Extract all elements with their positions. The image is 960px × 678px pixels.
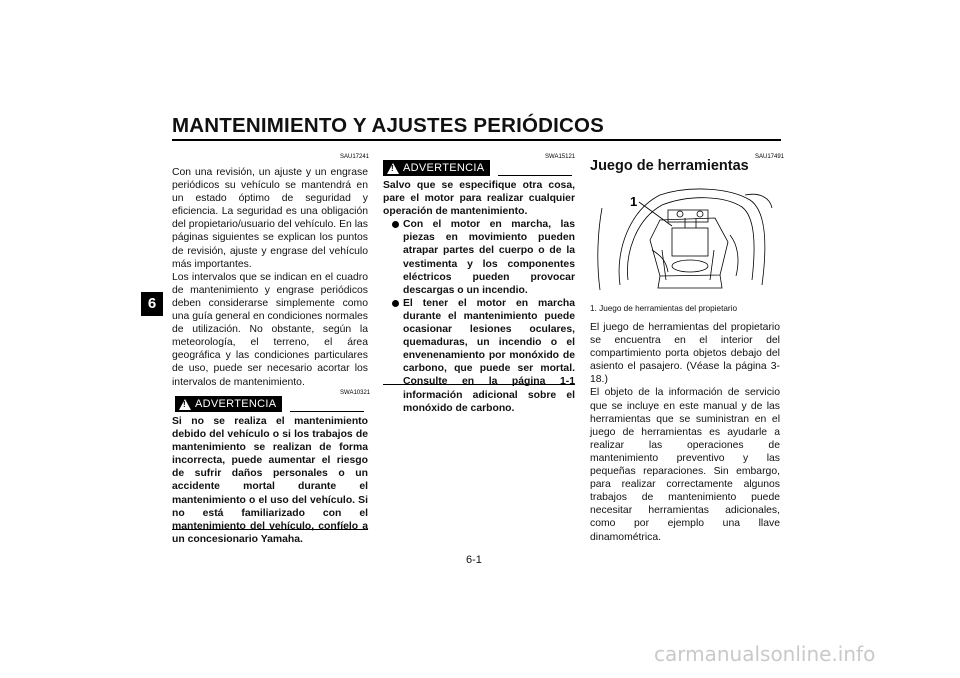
section-heading: Juego de herramientas [590,158,749,174]
list-item [383,297,575,415]
warning-header [175,396,364,412]
warning-end-rule [172,529,368,530]
watermark: carmanualsonline.info [654,642,876,666]
warning-end-rule [383,384,575,385]
intervals-paragraph: Los intervalos que se indican en el cuadro de mantenimiento y engrase periódicos deben considerarse simplemente como una guía general en condiciones normales de utilización. No obstante, según la meteorología, el terreno, el área geográfica y las condiciones particulares de uso, puede ser necesario acortar los intervalos de mantenimiento. [172,271,368,388]
list-item-text: El tener el motor en marcha durante el mantenimiento puede ocasionar lesiones oculares, quemaduras, un incendio o el envenenamiento por monóxido de carbono, que puede ser mortal. Consulte en la página 1-1 información adicional sobre el monóxido de carbono. [403,297,575,414]
warning-intro: Salvo que se especifique otra cosa, pare el motor para realizar cualquier operación de mantenimiento. [383,180,575,218]
warning-code: SWA15121 [545,154,576,160]
list-item-text: Con el motor en marcha, las piezas en movimiento pueden atrapar partes del cuerpo o de la vestimenta y los componentes eléctricos pueden provocar descargas o un incendio. [403,219,575,296]
figure-callout: 1 [630,194,638,209]
warning-header-line [290,411,364,412]
page-number: 6-1 [466,554,482,566]
warning-badge [175,396,282,412]
intro-paragraph: Con una revisión, un ajuste y un engrase periódicos su vehículo se mantendrá en un estado óptimo de seguridad y eficiencia. La seguridad es una obligación del propietario/usuario del vehículo. En las páginas siguientes se explican los puntos de revisión, ajuste y engrase del vehículo más importantes. [172,167,368,270]
warning-list [383,218,575,414]
section-code: SAU17491 [755,154,785,160]
page-title: MANTENIMIENTO Y AJUSTES PERIÓDICOS [172,114,605,137]
toolkit-location-paragraph: El juego de herramientas del propietario se encuentra en el interior del compartimiento porta objetos debajo del asiento el pasajero. (Véase la página 3-18.) [590,322,780,386]
warning-header [383,160,572,176]
list-item [383,218,575,297]
section-code: SAU17241 [340,154,370,160]
warning-label: ADVERTENCIA [195,398,277,410]
warning-triangle-icon: ! [387,163,399,174]
figure-caption: 1. Juego de herramientas del propietario [590,304,738,313]
warning-body [172,415,368,546]
column-left [172,166,368,389]
warning-badge [383,160,490,176]
warning-label: ADVERTENCIA [403,162,485,174]
bullet-icon [392,221,399,228]
warning-header-line [498,175,572,176]
bullet-icon [392,300,399,307]
column-middle [383,179,575,415]
toolkit-illustration [590,180,780,295]
chapter-tab: 6 [141,292,163,316]
title-rule [172,139,781,141]
column-right [590,321,780,544]
warning-code: SWA10321 [340,390,371,396]
warning-text: Si no se realiza el mantenimiento debido del vehículo o si los trabajos de mantenimiento se realizan de forma incorrecta, puede aumentar el riesgo de sufrir daños personales o un accidente mortal durante el mantenimiento o el uso del vehículo. Si no está familiarizado con el mantenimiento del vehículo, confíelo a un concesionario Yamaha. [172,416,368,545]
toolkit-purpose-paragraph: El objeto de la información de servicio que se incluye en este manual y de las herramientas que se suministran en el juego de herramientas es ayudarle a realizar las operaciones de mantenimiento preventivo y las pequeñas reparaciones. Sin embargo, para realizar correctamente algunos trabajos de mantenimiento puede necesitar herramientas adicionales, como por ejemplo una llave dinamométrica. [590,387,780,543]
warning-triangle-icon: ! [179,399,191,410]
